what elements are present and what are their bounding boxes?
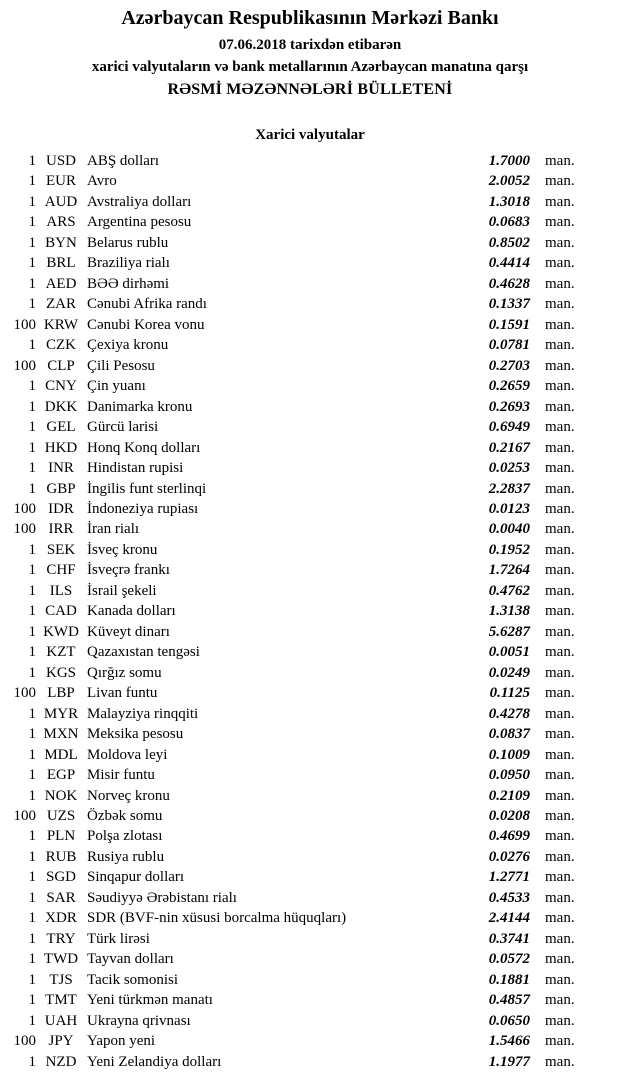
- currency-code-cell: AUD: [44, 193, 78, 210]
- rate-value-cell: 1.2771: [488, 869, 530, 886]
- currency-code-cell: DKK: [44, 398, 78, 415]
- rate-value-cell: 0.6949: [488, 419, 530, 436]
- unit-cell: man.: [545, 398, 575, 415]
- currency-row: [0, 704, 620, 724]
- quantity-cell: 1: [28, 603, 36, 620]
- quantity-cell: 100: [13, 685, 36, 702]
- unit-cell: man.: [545, 869, 575, 886]
- currency-row: [0, 335, 620, 355]
- rate-value-cell: 0.4278: [488, 705, 530, 722]
- currency-name-cell: Səudiyyə Ərəbistanı rialı: [87, 889, 237, 906]
- quantity-cell: 1: [28, 562, 36, 579]
- currency-name-cell: Moldova leyi: [87, 746, 168, 763]
- currency-code-cell: TRY: [46, 930, 76, 947]
- currency-row: [0, 724, 620, 744]
- quantity-cell: 1: [28, 971, 36, 988]
- rate-value-cell: 0.1337: [488, 296, 530, 313]
- quantity-cell: 1: [28, 1012, 36, 1029]
- currency-row: [0, 826, 620, 846]
- section-title-foreign-currencies: Xarici valyutalar: [255, 127, 365, 143]
- currency-row: [0, 990, 620, 1010]
- currency-row: [0, 560, 620, 580]
- currency-code-cell: UAH: [44, 1012, 78, 1029]
- quantity-cell: 1: [28, 1053, 36, 1070]
- quantity-cell: 1: [28, 582, 36, 599]
- quantity-cell: 1: [28, 255, 36, 272]
- currency-row: [0, 499, 620, 519]
- unit-cell: man.: [545, 1053, 575, 1070]
- currency-code-cell: NZD: [45, 1053, 77, 1070]
- unit-cell: man.: [545, 705, 575, 722]
- unit-cell: man.: [545, 603, 575, 620]
- quantity-cell: 1: [28, 869, 36, 886]
- unit-cell: man.: [545, 153, 575, 169]
- currency-code-cell: CZK: [46, 337, 76, 354]
- currency-code-cell: PLN: [46, 828, 76, 845]
- unit-cell: man.: [545, 1033, 575, 1050]
- unit-cell: man.: [545, 685, 575, 702]
- currency-code-cell: CLP: [47, 357, 75, 374]
- currency-name-cell: Hindistan rupisi: [87, 460, 184, 477]
- quantity-cell: 1: [28, 398, 36, 415]
- currency-name-cell: Malayziya rinqqiti: [87, 705, 199, 722]
- currency-code-cell: AED: [45, 275, 77, 292]
- currency-row: [0, 294, 620, 314]
- currency-code-cell: CHF: [46, 562, 76, 579]
- quantity-cell: 1: [28, 767, 36, 784]
- rate-value-cell: 0.2693: [488, 398, 530, 415]
- unit-cell: man.: [545, 500, 575, 517]
- unit-cell: man.: [545, 889, 575, 906]
- currency-name-cell: İsveçrə frankı: [87, 562, 170, 579]
- rate-value-cell: 0.1009: [488, 746, 530, 763]
- currency-row: [0, 867, 620, 887]
- currency-row: [0, 622, 620, 642]
- quantity-cell: 100: [13, 521, 36, 538]
- quantity-cell: 1: [28, 889, 36, 906]
- quantity-cell: 1: [28, 930, 36, 947]
- currency-name-cell: Çexiya kronu: [87, 337, 169, 354]
- currency-row: [0, 192, 620, 212]
- currency-name-cell: İran rialı: [87, 521, 140, 538]
- rate-value-cell: 0.0123: [488, 500, 530, 517]
- currency-row: [0, 376, 620, 396]
- rate-value-cell: 0.0208: [488, 808, 530, 824]
- unit-cell: man.: [545, 255, 575, 272]
- currency-row: [0, 458, 620, 478]
- exchange-rates-table: [0, 151, 620, 1072]
- currency-row: [0, 233, 620, 253]
- rate-value-cell: 0.1881: [488, 971, 530, 988]
- unit-cell: man.: [545, 419, 575, 436]
- quantity-cell: 1: [28, 828, 36, 845]
- currency-code-cell: HKD: [44, 439, 78, 456]
- rate-value-cell: 0.4699: [488, 828, 530, 845]
- currency-code-cell: IDR: [48, 500, 74, 517]
- currency-name-cell: Norveç kronu: [87, 787, 170, 804]
- currency-name-cell: İsveç kronu: [87, 541, 158, 558]
- currency-code-cell: SEK: [46, 541, 76, 558]
- unit-cell: man.: [545, 767, 575, 784]
- currency-name-cell: Belarus rublu: [87, 234, 169, 251]
- currency-code-cell: GEL: [46, 419, 76, 436]
- currency-code-cell: ZAR: [46, 296, 76, 313]
- unit-cell: man.: [545, 746, 575, 763]
- currency-row: [0, 519, 620, 539]
- quantity-cell: 1: [28, 153, 36, 169]
- rate-value-cell: 2.0052: [488, 173, 530, 190]
- unit-cell: man.: [545, 664, 575, 681]
- currency-name-cell: Qırğız somu: [87, 664, 162, 681]
- unit-cell: man.: [545, 316, 575, 333]
- unit-cell: man.: [545, 930, 575, 947]
- rate-value-cell: 0.1125: [489, 685, 530, 702]
- currency-name-cell: Avstraliya dolları: [87, 193, 192, 210]
- currency-code-cell: CNY: [45, 378, 77, 395]
- currency-code-cell: CAD: [45, 603, 77, 620]
- rate-value-cell: 0.0276: [488, 848, 530, 865]
- currency-row: [0, 786, 620, 806]
- currency-name-cell: Misir funtu: [87, 767, 155, 784]
- currency-row: [0, 663, 620, 683]
- currency-row: [0, 847, 620, 867]
- quantity-cell: 1: [28, 460, 36, 477]
- rate-value-cell: 0.2703: [488, 357, 530, 374]
- unit-cell: man.: [545, 848, 575, 865]
- unit-cell: man.: [545, 214, 575, 231]
- quantity-cell: 1: [28, 951, 36, 968]
- unit-cell: man.: [545, 726, 575, 743]
- currency-name-cell: Tayvan dolları: [87, 951, 174, 968]
- quantity-cell: 1: [28, 337, 36, 354]
- currency-name-cell: ABŞ dolları: [87, 153, 160, 169]
- quantity-cell: 1: [28, 173, 36, 190]
- quantity-cell: 1: [28, 992, 36, 1009]
- currency-row: [0, 929, 620, 949]
- quantity-cell: 1: [28, 787, 36, 804]
- rate-value-cell: 0.8502: [488, 234, 530, 251]
- unit-cell: man.: [545, 357, 575, 374]
- quantity-cell: 1: [28, 296, 36, 313]
- currency-code-cell: KWD: [43, 623, 79, 640]
- currency-code-cell: ILS: [49, 582, 73, 599]
- currency-name-cell: Özbək somu: [87, 808, 163, 824]
- currency-code-cell: BYN: [45, 234, 77, 251]
- currency-row: [0, 745, 620, 765]
- currency-row: [0, 888, 620, 908]
- currency-code-cell: JPY: [48, 1033, 74, 1050]
- rate-value-cell: 1.3018: [488, 193, 530, 210]
- quantity-cell: 1: [28, 644, 36, 661]
- currency-row: [0, 1052, 620, 1072]
- rate-value-cell: 0.0249: [488, 664, 530, 681]
- quantity-cell: 100: [13, 357, 36, 374]
- currency-name-cell: Livan funtu: [87, 685, 158, 702]
- currency-name-cell: Danimarka kronu: [87, 398, 193, 415]
- currency-code-cell: EGP: [46, 767, 76, 784]
- currency-name-cell: İngilis funt sterlinqi: [87, 480, 207, 497]
- quantity-cell: 1: [28, 378, 36, 395]
- unit-cell: man.: [545, 787, 575, 804]
- currency-code-cell: MXN: [43, 726, 79, 743]
- unit-cell: man.: [545, 193, 575, 210]
- unit-cell: man.: [545, 234, 575, 251]
- currency-name-cell: Yapon yeni: [87, 1033, 156, 1050]
- currency-row: [0, 212, 620, 232]
- bulletin-header: [0, 0, 620, 99]
- rate-value-cell: 0.2659: [488, 378, 530, 395]
- unit-cell: man.: [545, 1012, 575, 1029]
- quantity-cell: 1: [28, 910, 36, 927]
- currency-row: [0, 397, 620, 417]
- currency-name-cell: İndoneziya rupiası: [87, 500, 199, 517]
- rate-value-cell: 0.4628: [488, 275, 530, 292]
- currency-code-cell: USD: [45, 153, 76, 169]
- currency-code-cell: NOK: [44, 787, 78, 804]
- unit-cell: man.: [545, 521, 575, 538]
- unit-cell: man.: [545, 582, 575, 599]
- currency-name-cell: Cənubi Korea vonu: [87, 316, 205, 333]
- quantity-cell: 1: [28, 664, 36, 681]
- quantity-cell: 100: [13, 808, 36, 824]
- currency-row: [0, 949, 620, 969]
- unit-cell: man.: [545, 971, 575, 988]
- currency-row: [0, 806, 620, 826]
- currency-name-cell: Çili Pesosu: [87, 357, 155, 374]
- bank-name-title: Azərbaycan Respublikasının Mərkəzi Bankı: [121, 7, 499, 29]
- rate-value-cell: 0.0253: [488, 460, 530, 477]
- currency-row: [0, 438, 620, 458]
- currency-row: [0, 765, 620, 785]
- rate-value-cell: 0.4762: [488, 582, 530, 599]
- currency-code-cell: KZT: [46, 644, 76, 661]
- rate-value-cell: 0.3741: [488, 930, 530, 947]
- currency-name-cell: Braziliya rialı: [87, 255, 170, 272]
- currency-row: [0, 540, 620, 560]
- quantity-cell: 1: [28, 419, 36, 436]
- currency-code-cell: MDL: [44, 746, 78, 763]
- quantity-cell: 1: [28, 193, 36, 210]
- rate-value-cell: 1.7264: [488, 562, 530, 579]
- quantity-cell: 100: [13, 1033, 36, 1050]
- quantity-cell: 1: [28, 234, 36, 251]
- unit-cell: man.: [545, 623, 575, 640]
- currency-name-cell: Ukrayna qrivnası: [87, 1012, 191, 1029]
- unit-cell: man.: [545, 910, 575, 927]
- quantity-cell: 1: [28, 214, 36, 231]
- bulletin-subtitle: xarici valyutaların və bank metallarının Azərbaycan manatına qarşı: [91, 59, 529, 75]
- rate-value-cell: 2.2837: [488, 480, 530, 497]
- unit-cell: man.: [545, 460, 575, 477]
- currency-name-cell: Sinqapur dolları: [87, 869, 185, 886]
- currency-code-cell: MYR: [43, 705, 79, 722]
- currency-row: [0, 151, 620, 171]
- currency-code-cell: LBP: [47, 685, 75, 702]
- rate-value-cell: 0.4533: [488, 889, 530, 906]
- currency-name-cell: Çin yuanı: [87, 378, 146, 395]
- rate-value-cell: 0.1591: [488, 316, 530, 333]
- currency-name-cell: Gürcü larisi: [87, 419, 159, 436]
- currency-name-cell: Yeni türkmən manatı: [87, 992, 213, 1009]
- rate-value-cell: 0.0950: [488, 767, 530, 784]
- currency-name-cell: Qazaxıstan tengəsi: [87, 644, 200, 661]
- unit-cell: man.: [545, 378, 575, 395]
- currency-code-cell: IRR: [48, 521, 74, 538]
- currency-code-cell: RUB: [45, 848, 77, 865]
- unit-cell: man.: [545, 173, 575, 190]
- currency-row: [0, 171, 620, 191]
- currency-row: [0, 1031, 620, 1051]
- rate-value-cell: 0.4414: [488, 255, 530, 272]
- rate-value-cell: 1.1977: [488, 1053, 530, 1070]
- unit-cell: man.: [545, 541, 575, 558]
- currency-row: [0, 274, 620, 294]
- rate-value-cell: 0.2167: [488, 439, 530, 456]
- quantity-cell: 1: [28, 275, 36, 292]
- rate-value-cell: 2.4144: [488, 910, 530, 927]
- currency-code-cell: BRL: [46, 255, 76, 272]
- currency-code-cell: ARS: [46, 214, 76, 231]
- rate-value-cell: 0.2109: [488, 787, 530, 804]
- unit-cell: man.: [545, 992, 575, 1009]
- quantity-cell: 1: [28, 746, 36, 763]
- quantity-cell: 1: [28, 848, 36, 865]
- currency-code-cell: XDR: [45, 910, 77, 927]
- currency-name-cell: İsrail şekeli: [87, 582, 157, 599]
- quantity-cell: 1: [28, 439, 36, 456]
- currency-code-cell: GBP: [46, 480, 76, 497]
- quantity-cell: 1: [28, 480, 36, 497]
- currency-row: [0, 642, 620, 662]
- rate-value-cell: 1.3138: [488, 603, 530, 620]
- unit-cell: man.: [545, 644, 575, 661]
- currency-code-cell: SAR: [46, 889, 76, 906]
- currency-row: [0, 1011, 620, 1031]
- currency-row: [0, 479, 620, 499]
- rate-value-cell: 0.0837: [488, 726, 530, 743]
- currency-row: [0, 356, 620, 376]
- currency-name-cell: Avro: [87, 173, 117, 190]
- currency-row: [0, 417, 620, 437]
- currency-name-cell: Rusiya rublu: [87, 848, 165, 865]
- rate-value-cell: 0.0650: [488, 1012, 530, 1029]
- quantity-cell: 1: [28, 726, 36, 743]
- rate-value-cell: 0.0040: [488, 521, 530, 538]
- unit-cell: man.: [545, 480, 575, 497]
- currency-name-cell: Yeni Zelandiya dolları: [87, 1053, 222, 1070]
- bulletin-title: RƏSMİ MƏZƏNNƏLƏRİ BÜLLETENİ: [167, 81, 453, 98]
- unit-cell: man.: [545, 439, 575, 456]
- rate-value-cell: 0.0683: [488, 214, 530, 231]
- rate-value-cell: 0.1952: [488, 541, 530, 558]
- effective-date-line: 07.06.2018 tarixdən etibarən: [218, 37, 402, 53]
- currency-row: [0, 601, 620, 621]
- currency-row: [0, 970, 620, 990]
- quantity-cell: 100: [13, 500, 36, 517]
- currency-name-cell: Tacik somonisi: [87, 971, 179, 988]
- rate-value-cell: 0.0572: [488, 951, 530, 968]
- currency-name-cell: BƏƏ dirhəmi: [87, 275, 170, 292]
- currency-name-cell: Argentina pesosu: [87, 214, 192, 231]
- currency-name-cell: Küveyt dinarı: [87, 623, 170, 640]
- quantity-cell: 1: [28, 623, 36, 640]
- currency-row: [0, 315, 620, 335]
- rate-value-cell: 5.6287: [488, 623, 530, 640]
- currency-name-cell: Türk lirəsi: [87, 930, 150, 947]
- currency-name-cell: Cənubi Afrika randı: [87, 296, 207, 313]
- unit-cell: man.: [545, 828, 575, 845]
- currency-code-cell: UZS: [46, 808, 76, 824]
- currency-code-cell: TMT: [45, 992, 77, 1009]
- currency-name-cell: SDR (BVF-nin xüsusi borcalma hüquqları): [87, 910, 347, 927]
- rate-value-cell: 0.4857: [488, 992, 530, 1009]
- currency-code-cell: TJS: [49, 971, 73, 988]
- currency-row: [0, 908, 620, 928]
- unit-cell: man.: [545, 275, 575, 292]
- currency-code-cell: TWD: [43, 951, 79, 968]
- rate-value-cell: 1.5466: [488, 1033, 530, 1050]
- currency-row: [0, 581, 620, 601]
- currency-code-cell: INR: [48, 460, 74, 477]
- rate-value-cell: 1.7000: [488, 153, 530, 169]
- unit-cell: man.: [545, 808, 575, 824]
- unit-cell: man.: [545, 296, 575, 313]
- currency-code-cell: EUR: [46, 173, 76, 190]
- currency-row: [0, 253, 620, 273]
- unit-cell: man.: [545, 562, 575, 579]
- currency-name-cell: Honq Konq dolları: [87, 439, 201, 456]
- rate-value-cell: 0.0051: [488, 644, 530, 661]
- currency-name-cell: Kanada dolları: [87, 603, 176, 620]
- quantity-cell: 100: [13, 316, 36, 333]
- currency-name-cell: Meksika pesosu: [87, 726, 184, 743]
- quantity-cell: 1: [28, 705, 36, 722]
- currency-name-cell: Polşa zlotası: [87, 828, 163, 845]
- quantity-cell: 1: [28, 541, 36, 558]
- unit-cell: man.: [545, 337, 575, 354]
- rate-value-cell: 0.0781: [488, 337, 530, 354]
- currency-code-cell: SGD: [45, 869, 76, 886]
- unit-cell: man.: [545, 951, 575, 968]
- currency-row: [0, 683, 620, 703]
- currency-code-cell: KRW: [43, 316, 79, 333]
- currency-code-cell: KGS: [45, 664, 76, 681]
